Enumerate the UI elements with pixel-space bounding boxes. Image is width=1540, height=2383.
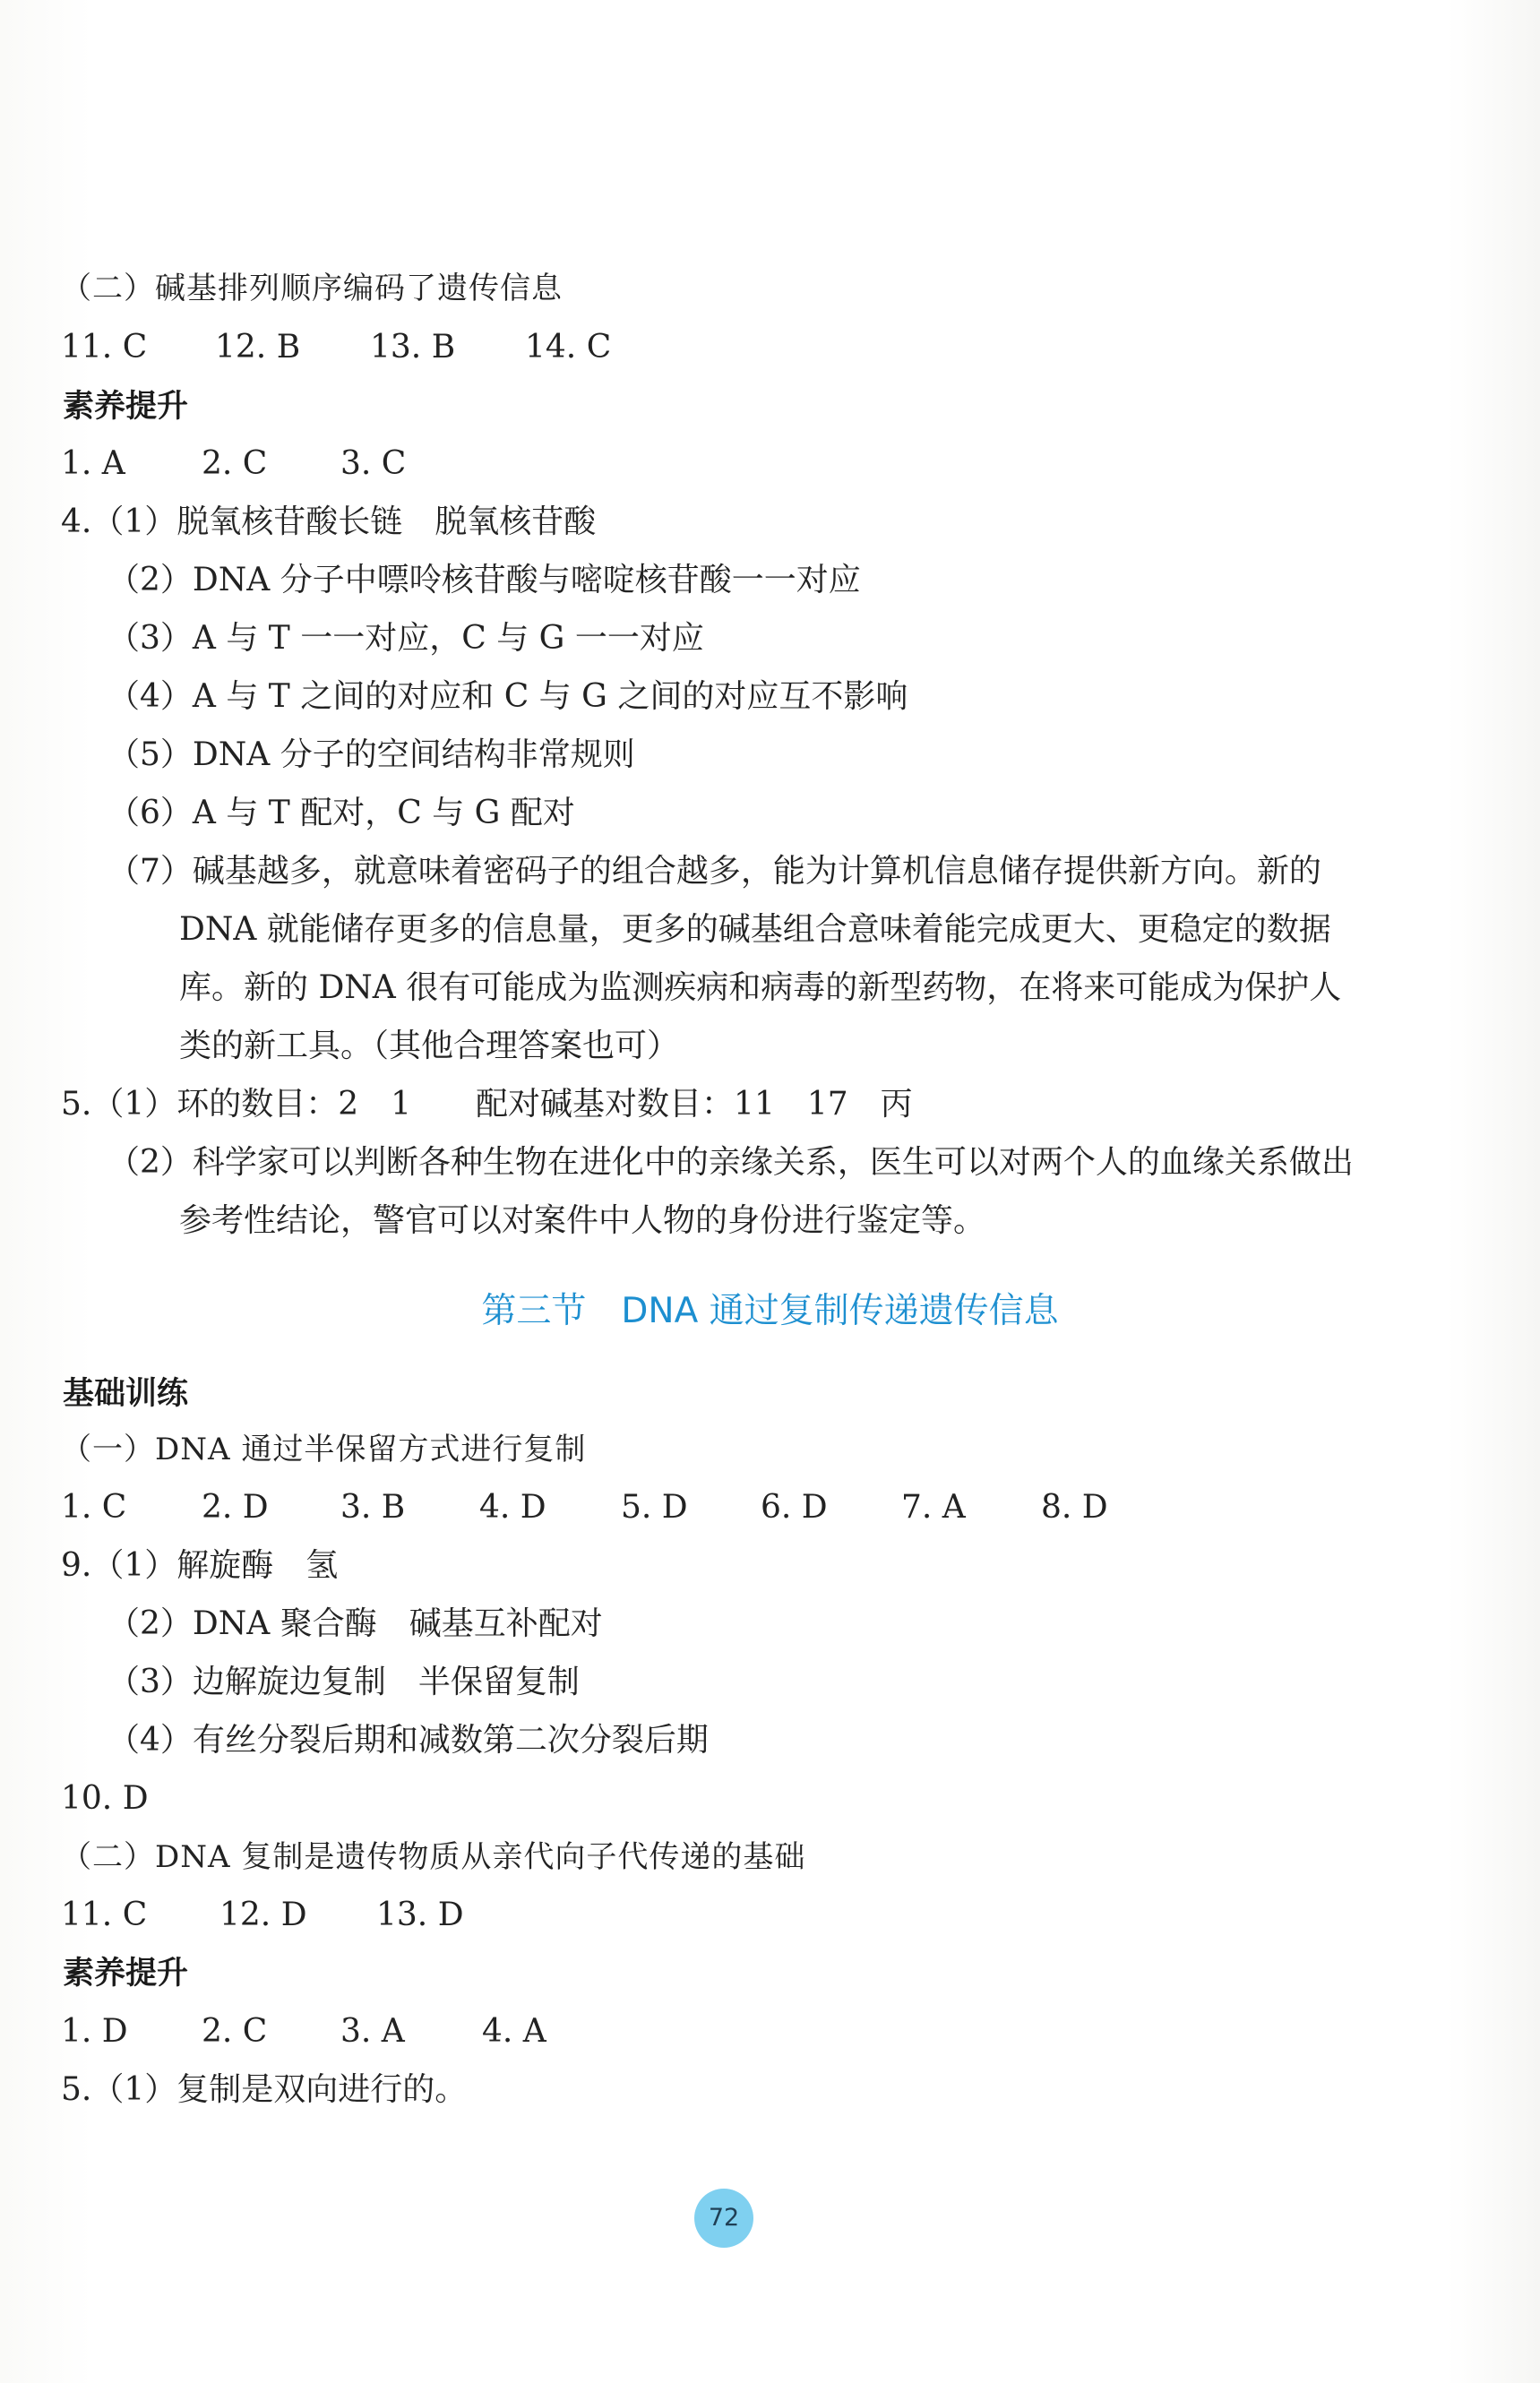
- q4-line-1: 4.（1）脱氧核苷酸长链 脱氧核苷酸: [61, 503, 597, 540]
- q5-line-1: 5.（1）环的数目：2 1 配对碱基对数目：11 17 丙: [61, 1086, 913, 1123]
- answer-3: 3. C: [340, 445, 407, 482]
- answer-6: 6. D: [761, 1489, 828, 1526]
- q4-line-8: DNA 就能储存更多的信息量，更多的碱基组合意味着能完成更大、更稳定的数据: [179, 911, 1331, 948]
- answer-row-11-14: [0, 328, 806, 367]
- answer-4: 4. A: [482, 2013, 546, 2050]
- answer-12: 12. D: [219, 1897, 307, 1933]
- answer-13: 13. B: [370, 329, 456, 366]
- answer-7: 7. A: [901, 1489, 966, 1526]
- heading-literacy: 素养提升: [63, 389, 189, 425]
- q4-line-5: （5）DNA 分子的空间结构非常规则: [108, 736, 635, 773]
- heading-literacy-2: 素养提升: [63, 1956, 189, 1992]
- sub-heading-replication-basis: （二）DNA 复制是遗传物质从亲代向子代传递的基础: [61, 1839, 806, 1875]
- answer-3: 3. B: [340, 1489, 406, 1526]
- q9-line-2: （2）DNA 聚合酶 碱基互补配对: [108, 1605, 603, 1642]
- q4-line-3: （3）A 与 T 一一对应，C 与 G 一一对应: [108, 620, 704, 657]
- q5-part2-line-1: 5.（1）复制是双向进行的。: [61, 2071, 468, 2108]
- answer-1: 1. C: [61, 1489, 127, 1526]
- answer-row-1-3: [0, 444, 806, 484]
- sub-heading-semi-conservative: （一）DNA 通过半保留方式进行复制: [61, 1432, 587, 1467]
- answer-5: 5. D: [621, 1489, 688, 1526]
- answer-1: 1. D: [61, 2013, 128, 2050]
- answer-11: 11. C: [61, 329, 148, 366]
- heading-basic-training: 基础训练: [63, 1376, 189, 1412]
- q5-line-2: （2）科学家可以判断各种生物在进化中的亲缘关系，医生可以对两个人的血缘关系做出: [108, 1144, 1354, 1181]
- q4-line-2: （2）DNA 分子中嘌呤核苷酸与嘧啶核苷酸一一对应: [108, 562, 861, 598]
- answer-row-1-8: [0, 1488, 1254, 1527]
- page-number-badge: 72: [694, 2189, 753, 2248]
- answer-13: 13. D: [376, 1897, 464, 1933]
- q9-line-3: （3）边解旋边复制 半保留复制: [108, 1664, 580, 1700]
- q9-line-1: 9.（1）解旋酶 氢: [61, 1547, 339, 1584]
- q4-line-6: （6）A 与 T 配对，C 与 G 配对: [108, 795, 575, 831]
- answer-8: 8. D: [1041, 1489, 1108, 1526]
- answer-12: 12. B: [215, 329, 301, 366]
- answer-2: 2. C: [202, 445, 268, 482]
- answer-4: 4. D: [479, 1489, 546, 1526]
- answer-11: 11. C: [61, 1897, 148, 1933]
- answer-10: 10. D: [61, 1780, 149, 1817]
- q9-line-4: （4）有丝分裂后期和减数第二次分裂后期: [108, 1722, 709, 1759]
- q4-line-9: 库。新的 DNA 很有可能成为监测疾病和病毒的新型药物，在将来可能成为保护人: [179, 969, 1342, 1006]
- answer-1: 1. A: [61, 445, 125, 482]
- section-title: 第三节 DNA 通过复制传递遗传信息: [481, 1291, 1059, 1331]
- answer-2: 2. D: [202, 1489, 269, 1526]
- answer-row-1-4: [0, 2012, 806, 2052]
- q5-line-3: 参考性结论，警官可以对案件中人物的身份进行鉴定等。: [179, 1202, 986, 1239]
- sub-heading-base-sequence: （二）碱基排列顺序编码了遗传信息: [61, 271, 563, 306]
- answer-2: 2. C: [202, 2013, 268, 2050]
- answer-row-11-13: [0, 1896, 806, 1935]
- q4-line-7: （7）碱基越多，就意味着密码子的组合越多，能为计算机信息储存提供新方向。新的: [108, 853, 1321, 890]
- q4-line-4: （4）A 与 T 之间的对应和 C 与 G 之间的对应互不影响: [108, 678, 908, 715]
- answer-14: 14. C: [525, 329, 612, 366]
- q4-line-10: 类的新工具。（其他合理答案也可）: [179, 1028, 680, 1064]
- answer-3: 3. A: [340, 2013, 405, 2050]
